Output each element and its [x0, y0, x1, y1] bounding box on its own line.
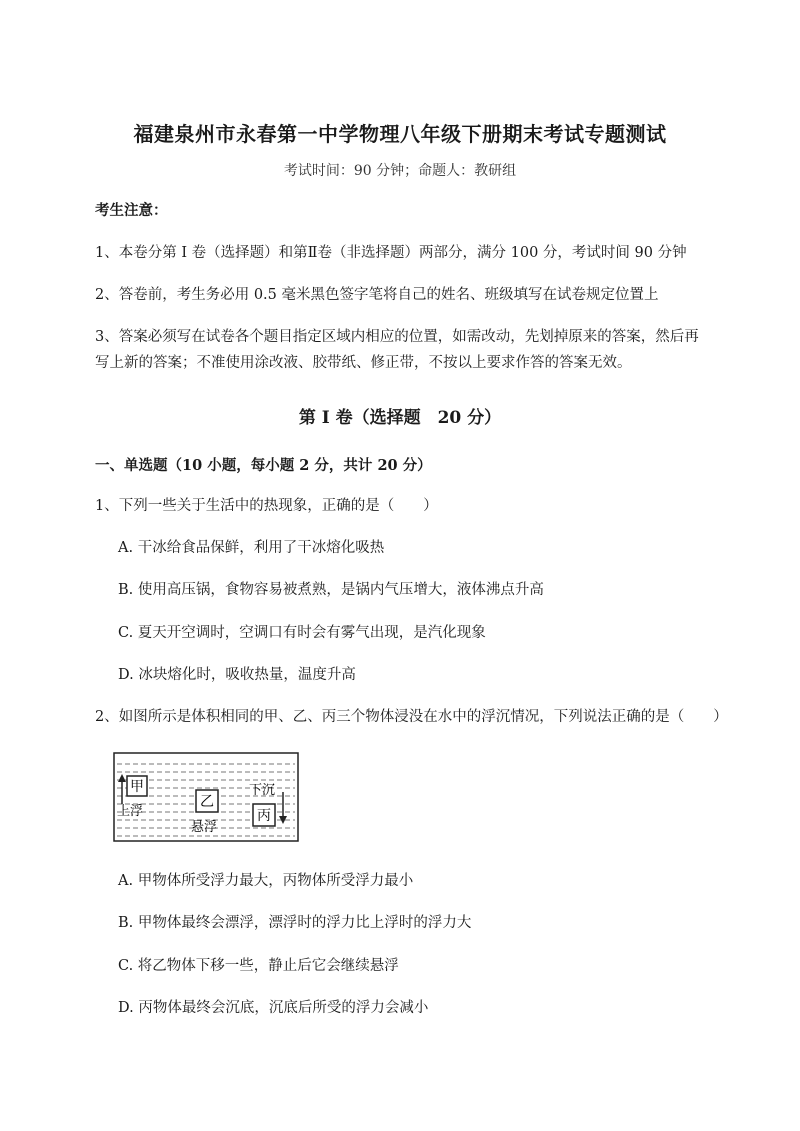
question-2-option-a: A. 甲物体所受浮力最大，丙物体所受浮力最小 [118, 873, 414, 889]
buoyancy-diagram [113, 752, 299, 842]
label-up: 上浮 [117, 804, 144, 819]
buoyancy-figure [113, 752, 299, 842]
label-suspend: 悬浮 [191, 820, 218, 835]
label-bing: 丙 [257, 808, 271, 824]
exam-title: 福建泉州市永春第一中学物理八年级下册期末考试专题测试 [133, 122, 667, 146]
question-1-option-b: B. 使用高压锅，食物容易被煮熟，是锅内气压增大，液体沸点升高 [118, 582, 544, 598]
label-down: 下沉 [249, 783, 276, 798]
notice-item-2: 2、答卷前，考生务必用 0.5 毫米黑色签字笔将自己的姓名、班级填写在试卷规定位置上 [95, 287, 659, 303]
label-jia: 甲 [130, 779, 144, 795]
part-heading: 一、单选题（10 小题，每小题 2 分，共计 20 分） [95, 457, 432, 474]
question-1-stem: 1、下列一些关于生活中的热现象，正确的是（ ） [95, 498, 438, 514]
question-2-option-b: B. 甲物体最终会漂浮，漂浮时的浮力比上浮时的浮力大 [118, 915, 472, 931]
label-yi: 乙 [200, 794, 214, 810]
question-2-option-d: D. 丙物体最终会沉底，沉底后所受的浮力会减小 [118, 1000, 429, 1016]
notice-item-3: 3、答案必须写在试卷各个题目指定区域内相应的位置，如需改动，先划掉原来的答案，然后再写上新的答案；不准使用涂改液、胶带纸、修正带，不按以上要求作答的答案无效。 [95, 329, 699, 371]
question-2-option-c: C. 将乙物体下移一些，静止后它会继续悬浮 [118, 958, 399, 974]
question-2-stem: 2、如图所示是体积相同的甲、乙、丙三个物体浸没在水中的浮沉情况，下列说法正确的是（ ） [95, 709, 728, 725]
notice-item-1: 1、本卷分第 I 卷（选择题）和第Ⅱ卷（非选择题）两部分，满分 100 分，考试时间 90 分钟 [95, 245, 687, 261]
question-1-option-a: A. 干冰给食品保鲜，利用了干冰熔化吸热 [118, 540, 385, 556]
question-1-option-c: C. 夏天开空调时，空调口有时会有雾气出现，是汽化现象 [118, 625, 486, 641]
question-1-option-d: D. 冰块熔化时，吸收热量，温度升高 [118, 667, 356, 683]
section-title: 第 I 卷（选择题 20 分） [298, 408, 502, 428]
notice-heading: 考生注意： [95, 202, 168, 219]
exam-subtitle: 考试时间：90 分钟；命题人：教研组 [283, 163, 517, 179]
